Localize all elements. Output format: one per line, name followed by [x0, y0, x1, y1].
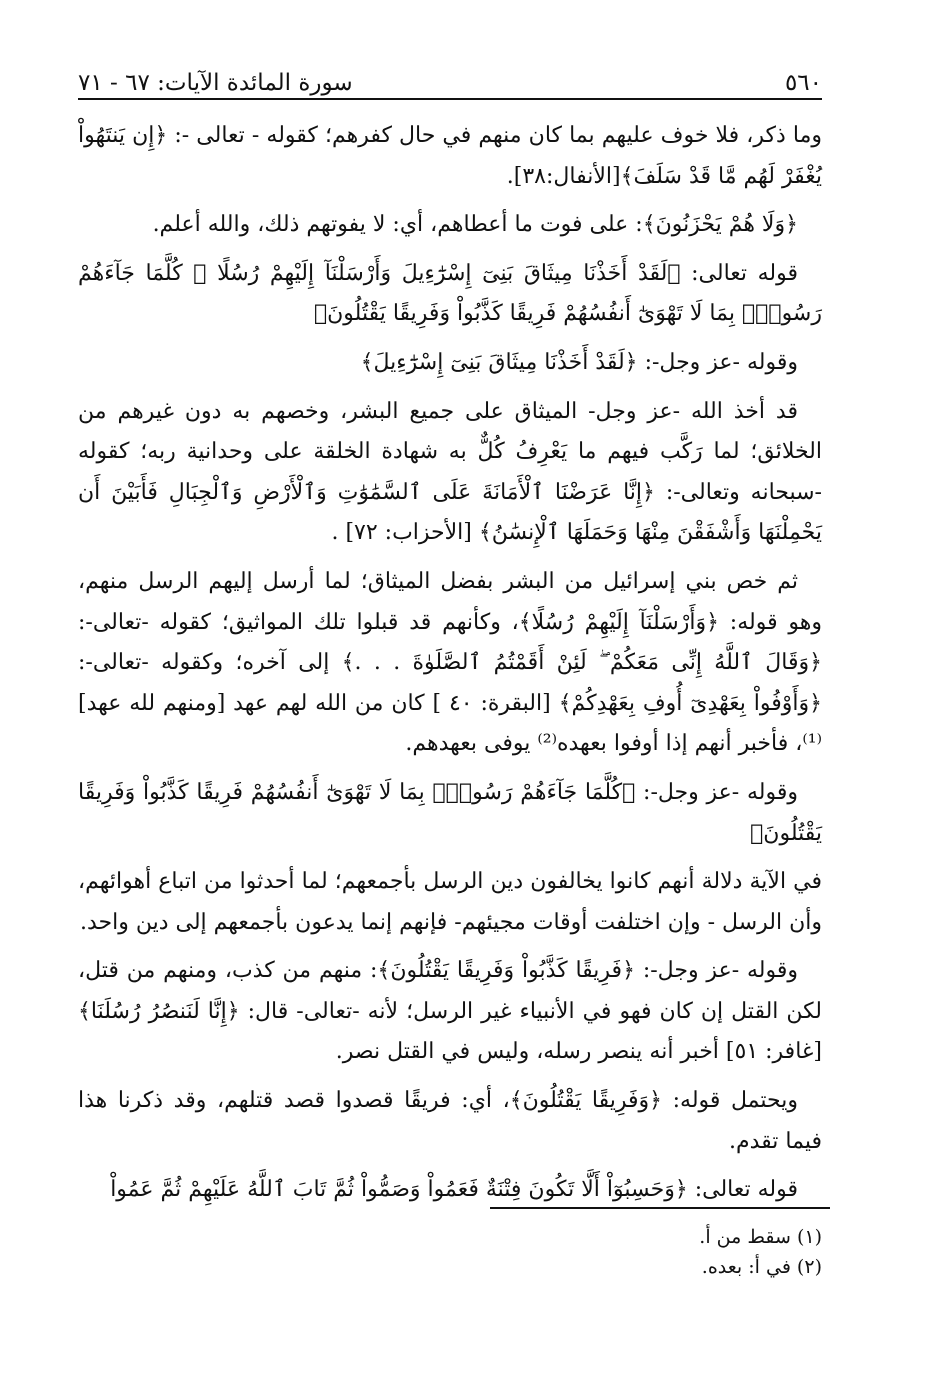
paragraph-4: وقوله -عز وجل-: ﴿لَقَدْ أَخَذْنَا مِيثَاقَ بَنِىٓ إِسْرَٰٓءِيلَ﴾	[360, 349, 798, 375]
paragraph-10: ويحتمل قوله: ﴿وَفَرِيقًا يَقْتُلُونَ﴾، أي: فريقًا قصدوا قصد قتلهم، وقد ذكرنا هذا فيما تقدم.	[78, 1088, 822, 1154]
page-number: ٥٦٠	[784, 70, 822, 96]
page-header	[78, 60, 822, 96]
paragraph-8: في الآية دلالة أنهم كانوا يخالفون دين الرسل بأجمعهم؛ لما أحدثوا من اتباع أهوائهم، وأن الرسل - وإن اختلفت أوقات مجيئهم- فإنهم إنما يدعون بأجمعهم إلى دين واحد.	[78, 869, 822, 935]
footnotes	[490, 1222, 822, 1282]
footnote-divider	[490, 1207, 830, 1209]
footnote-1: (١) سقط من أ.	[699, 1226, 822, 1248]
running-title: سورة المائدة الآيات: ٦٧ - ٧١	[78, 70, 353, 96]
paragraph-5: قد أخذ الله -عز وجل- الميثاق على جميع البشر، وخصهم به دون غيرهم من الخلائق؛ لما رَكَّب فيهم ما يَعْرِفُ كُلٌّ به شهادة الخلقة على وحدانية ربه؛ كقوله -سبحانه وتعالى-: ﴿إِنَّا عَرَضْنَا ٱلْأَمَانَةَ عَلَى ٱلسَّمَٰوَٰتِ وَٱلْأَرْضِ وَٱلْجِبَالِ فَأَبَيْنَ أَن يَحْمِلْنَهَا وَأَشْفَقْنَ مِنْهَا وَحَمَلَهَا ٱلْإِنسَٰنُ﴾ [الأحزاب: ٧٢] .	[78, 398, 822, 546]
paragraph-7: وقوله -عز وجل-: ﴿كُلَّمَا جَآءَهُمْ رَسُولٌۢ بِمَا لَا تَهْوَىٰٓ أَنفُسُهُمْ فَرِيقًا كَذَّبُواْ وَفَرِيقًا يَقْتُلُونَ﴾	[78, 779, 822, 846]
paragraph-9: وقوله -عز وجل-: ﴿فَرِيقًا كَذَّبُواْ وَفَرِيقًا يَقْتُلُونَ﴾: منهم من كذب، ومنهم من قتل، لكن القتل إن كان فهو في الأنبياء غير الرسل؛ لأنه -تعالى- قال: ﴿إِنَّا لَنَنصُرُ رُسُلَنَا﴾ [غافر: ٥١] أخبر أنه ينصر رسله، وليس في القتل نصر.	[78, 958, 822, 1065]
paragraph-1: وما ذكر، فلا خوف عليهم بما كان منهم في حال كفرهم؛ كقوله - تعالى -: ﴿إِن يَنتَهُواْ يُغْفَرْ لَهُم مَّا قَدْ سَلَفَ﴾[الأنفال:٣٨].	[78, 123, 822, 189]
main-text	[78, 116, 822, 1219]
paragraph-3: قوله تعالى: ﴿لَقَدْ أَخَذْنَا مِيثَاقَ بَنِىٓ إِسْرَٰٓءِيلَ وَأَرْسَلْنَآ إِلَيْهِمْ رُسُلًا ۖ كُلَّمَا جَآءَهُمْ رَسُولٌۢ بِمَا لَا تَهْوَىٰٓ أَنفُسُهُمْ فَرِيقًا كَذَّبُواْ وَفَرِيقًا يَقْتُلُونَ﴾	[78, 260, 822, 327]
paragraph-11: قوله تعالى: ﴿وَحَسِبُوٓاْ أَلَّا تَكُونَ فِتْنَةٌ فَعَمُواْ وَصَمُّواْ ثُمَّ تَابَ ٱللَّهُ عَلَيْهِمْ ثُمَّ عَمُواْ	[110, 1177, 798, 1203]
header-divider	[78, 98, 822, 100]
paragraph-6: ثم خص بني إسرائيل من البشر بفضل الميثاق؛ لما أرسل إليهم الرسل منهم، وهو قوله: ﴿وَأَرْسَلْنَآ إِلَيْهِمْ رُسُلًا﴾، وكأنهم قد قبلوا تلك المواثيق؛ كقوله -تعالى-: ﴿وَقَالَ ٱللَّهُ إِنِّى مَعَكُمْ ۖ لَئِنْ أَقَمْتُمُ ٱلصَّلَوٰةَ . . .﴾ إلى آخره؛ وكقوله -تعالى-: ﴿وَأَوْفُواْ بِعَهْدِىٓ أُوفِ بِعَهْدِكُمْ﴾ [البقرة: ٤٠ ] كان من الله لهم عهد [ومنهم لله عهد]⁽¹⁾، فأخبر أنهم إذا أوفوا بعهده⁽²⁾ يوفى بعهدهم.	[78, 568, 823, 757]
paragraph-2: ﴿وَلَا هُمْ يَحْزَنُونَ﴾: على فوت ما أعطاهم، أي: لا يفوتهم ذلك، والله أعلم.	[152, 212, 798, 238]
footnote-2: (٢) في أ: بعده.	[701, 1256, 822, 1278]
